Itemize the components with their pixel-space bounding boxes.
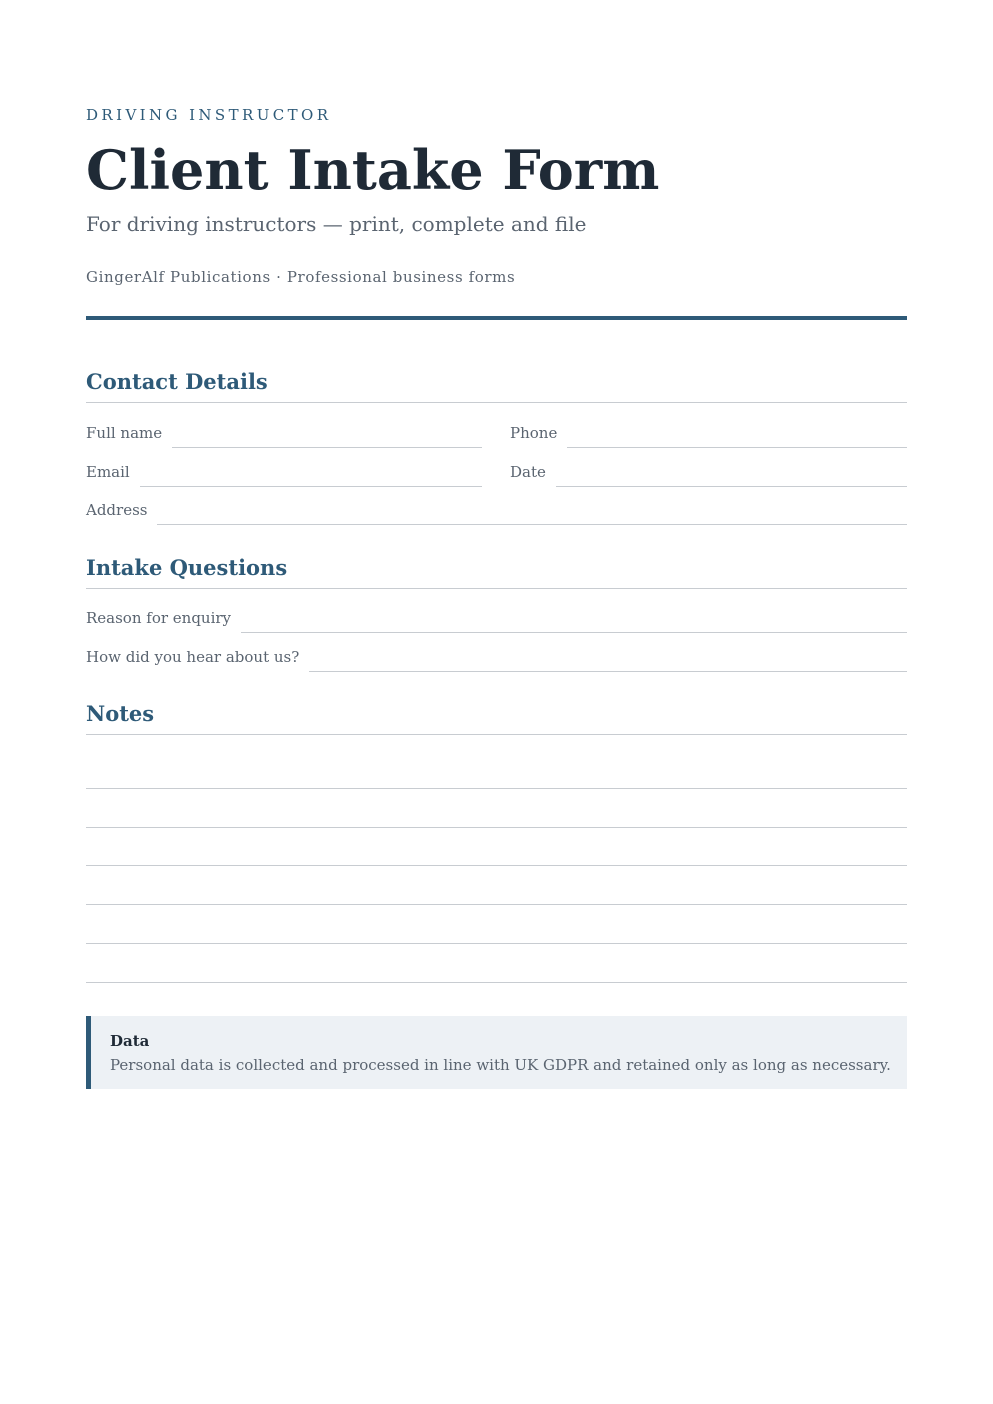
notes-line[interactable]: [86, 788, 907, 789]
email-field[interactable]: [86, 459, 482, 481]
referral-source-input-line[interactable]: [309, 671, 907, 672]
notes-line[interactable]: [86, 865, 907, 866]
phone-label: Phone: [510, 424, 558, 442]
address-field[interactable]: [86, 497, 907, 519]
referral-source-field[interactable]: [86, 644, 907, 666]
intake-questions-heading: Intake Questions: [86, 555, 907, 589]
page-title: Client Intake Form: [86, 138, 660, 202]
date-label: Date: [510, 463, 546, 481]
email-label: Email: [86, 463, 130, 481]
notes-line[interactable]: [86, 982, 907, 983]
notes-line[interactable]: [86, 904, 907, 905]
notes-line[interactable]: [86, 827, 907, 828]
page-subtitle: For driving instructors — print, complete and file: [86, 212, 587, 236]
notes-line[interactable]: [86, 943, 907, 944]
phone-field[interactable]: [510, 420, 907, 442]
full-name-field[interactable]: [86, 420, 482, 442]
email-input-line[interactable]: [140, 486, 482, 487]
address-label: Address: [86, 501, 148, 519]
full-name-input-line[interactable]: [172, 447, 482, 448]
reason-for-enquiry-field[interactable]: [86, 605, 907, 627]
data-protection-notice: [86, 1016, 907, 1089]
date-input-line[interactable]: [556, 486, 907, 487]
notes-heading: Notes: [86, 701, 907, 735]
reason-for-enquiry-label: Reason for enquiry: [86, 609, 232, 627]
address-input-line[interactable]: [157, 524, 907, 525]
referral-source-label: How did you hear about us?: [86, 648, 300, 666]
full-name-label: Full name: [86, 424, 163, 442]
date-field[interactable]: [510, 459, 907, 481]
reason-for-enquiry-input-line[interactable]: [241, 632, 907, 633]
contact-details-heading: Contact Details: [86, 369, 907, 403]
form-category-eyebrow: DRIVING INSTRUCTOR: [86, 106, 332, 124]
phone-input-line[interactable]: [567, 447, 907, 448]
header-divider: [86, 316, 907, 320]
data-notice-title: Data: [110, 1032, 150, 1050]
publisher-line: GingerAlf Publications · Professional business forms: [86, 268, 516, 286]
data-notice-text: Personal data is collected and processed in line with UK GDPR and retained only as long as necessary.: [110, 1056, 891, 1074]
